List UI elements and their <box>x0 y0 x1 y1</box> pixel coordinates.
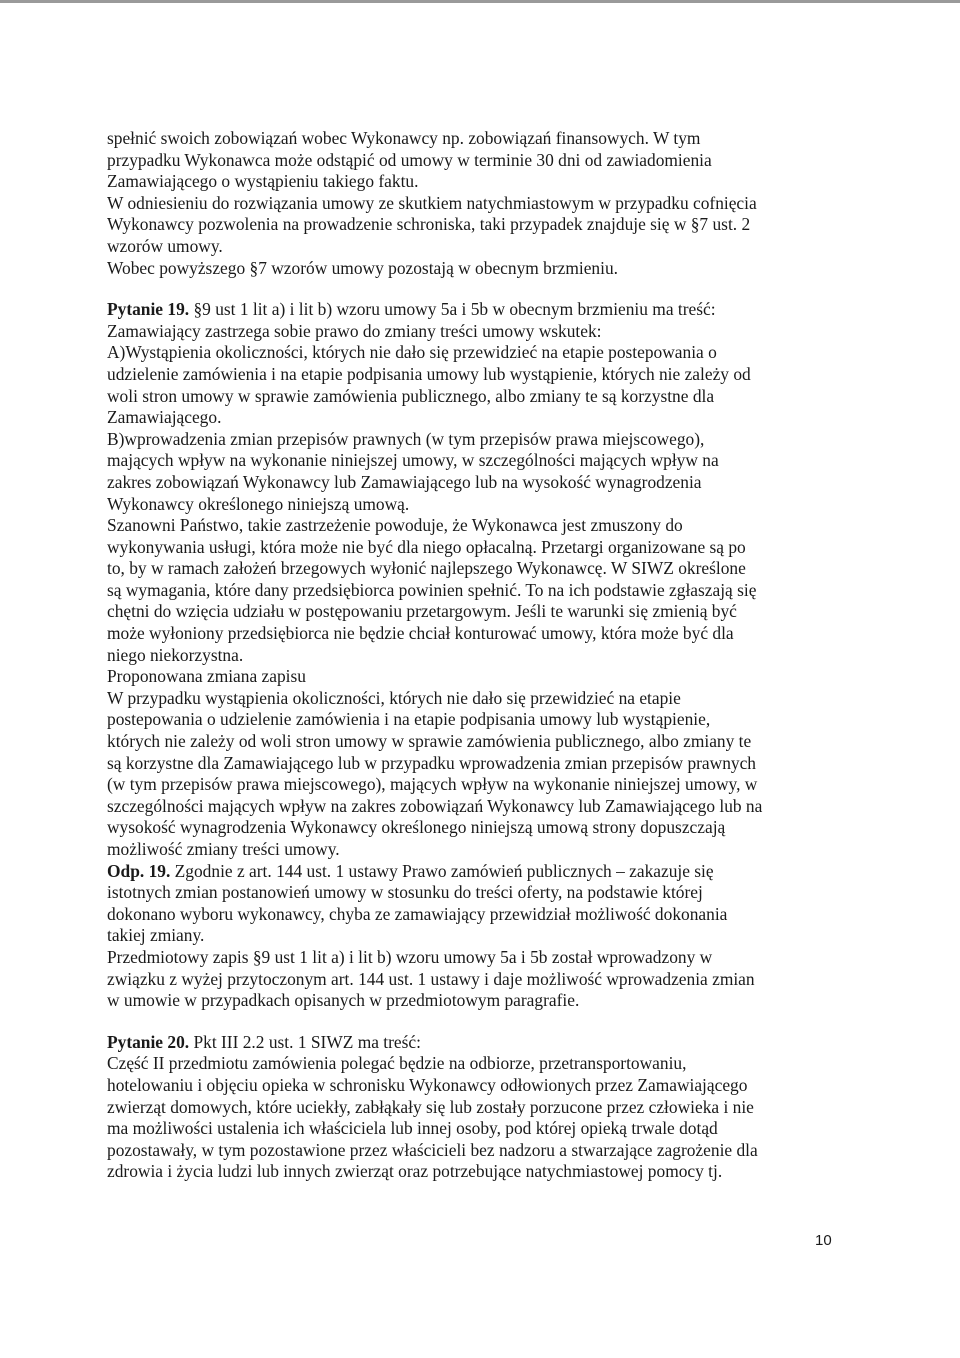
line-text: istotnych zmian postanowień umowy w stosunku do treści oferty, na podstawie której <box>107 882 703 903</box>
paragraph-gap <box>107 1012 843 1032</box>
line-text: chętni do wzięcia udziału w postępowaniu przetargowym. Jeśli te warunki się zmienią być <box>107 601 737 622</box>
line-text: których nie zależy od woli stron umowy w sprawie zamówienia publicznego, albo zmiany te <box>107 731 752 752</box>
line-text: §9 ust 1 lit a) i lit b) wzoru umowy 5a i 5b w obecnym brzmieniu ma treść: <box>189 299 716 320</box>
text-line <box>107 623 843 645</box>
line-text: przypadku Wykonawca może odstąpić od umowy w terminie 30 dni od zawiadomienia <box>107 149 712 170</box>
text-line <box>107 450 843 472</box>
text-line <box>107 753 843 775</box>
line-text: zdrowia i życia ludzi lub innych zwierząt oraz potrzebujące natychmiastowej pomocy tj. <box>107 1161 723 1182</box>
line-text: ma możliwości ustalenia ich właściciela lub innej osoby, pod której opieką trwale dotąd <box>107 1118 718 1139</box>
line-text: udzielenie zamówienia i na etapie podpisania umowy lub wystąpienie, których nie zależy od <box>107 363 751 384</box>
text-line <box>107 214 843 236</box>
text-line <box>107 258 843 280</box>
line-text: są korzystne dla Zamawiającego lub w przypadku wprowadzenia zmian przepisów prawnych <box>107 752 757 773</box>
text-line <box>107 1140 843 1162</box>
line-text: są wymagania, które dany przedsiębiorca powinien spełnić. To na ich podstawie zgłaszają się <box>107 579 757 600</box>
text-line <box>107 364 843 386</box>
line-text: Część II przedmiotu zamówienia polegać będzie na odbiorze, przetransportowaniu, <box>107 1053 687 1074</box>
text-line <box>107 515 843 537</box>
line-text: Wobec powyższego §7 wzorów umowy pozostają w obecnym brzmieniu. <box>107 257 619 278</box>
line-text: mających wpływ na wykonanie niniejszej umowy, w szczególności mających wpływ na <box>107 450 719 471</box>
text-line <box>107 666 843 688</box>
line-text: Przedmiotowy zapis §9 ust 1 lit a) i lit b) wzoru umowy 5a i 5b został wprowadzony w <box>107 946 713 967</box>
line-text: wykonywania usługi, która może nie być dla niego opłacalną. Przetargi organizowane są po <box>107 536 746 557</box>
text-line <box>107 645 843 667</box>
text-line <box>107 904 843 926</box>
line-text: Proponowana zmiana zapisu <box>107 666 306 687</box>
text-line <box>107 1161 843 1183</box>
text-line <box>107 407 843 429</box>
document-body <box>107 128 843 1183</box>
line-text: takiej zmiany. <box>107 925 205 946</box>
line-text: W przypadku wystąpienia okoliczności, których nie dało się przewidzieć na etapie <box>107 687 681 708</box>
text-line <box>107 171 843 193</box>
text-line <box>107 1097 843 1119</box>
scan-edge <box>0 0 960 3</box>
line-text: Zgodnie z art. 144 ust. 1 ustawy Prawo zamówień publicznych – zakazuje się <box>170 860 714 881</box>
line-text: możliwość zmiany treści umowy. <box>107 839 340 859</box>
line-text: zakres zobowiązań Wykonawcy lub Zamawiającego lub na wysokość wynagrodzenia <box>107 471 702 492</box>
line-text: Zamawiający zastrzega sobie prawo do zmiany treści umowy wskutek: <box>107 320 602 341</box>
text-line <box>107 386 843 408</box>
text-line <box>107 882 843 904</box>
text-line <box>107 709 843 731</box>
text-line <box>107 236 843 258</box>
line-text: dokonano wyboru wykonawcy, chyba ze zamawiający przewidział możliwość dokonania <box>107 903 728 924</box>
line-text: (w tym przepisów prawa miejscowego), mających wpływ na wykonanie niniejszej umowy, w <box>107 774 758 795</box>
page-number: 10 <box>815 1232 832 1249</box>
line-text: B)wprowadzenia zmian przepisów prawnych (w tym przepisów prawa miejscowego), <box>107 428 705 449</box>
line-text: hotelowaniu i objęciu opieka w schronisku Wykonawcy odłowionych przez Zamawiającego <box>107 1074 748 1095</box>
text-line <box>107 688 843 710</box>
paragraph-gap <box>107 279 843 299</box>
text-line <box>107 321 843 343</box>
line-text: W odniesieniu do rozwiązania umowy ze skutkiem natychmiastowym w przypadku cofnięcia <box>107 192 757 213</box>
text-line <box>107 472 843 494</box>
text-line <box>107 969 843 991</box>
text-line <box>107 150 843 172</box>
line-text: wysokość wynagrodzenia Wykonawcy określonego niniejszą umową strony dopuszczają <box>107 817 726 838</box>
line-text: Wykonawcy pozwolenia na prowadzenie schroniska, taki przypadek znajduje się w §7 ust. 2 <box>107 214 751 235</box>
line-text: Pkt III 2.2 ust. 1 SIWZ ma treść: <box>189 1031 421 1052</box>
text-line <box>107 494 843 516</box>
line-text: w umowie w przypadkach opisanych w przedmiotowym paragrafie. <box>107 990 580 1011</box>
text-line <box>107 1075 843 1097</box>
text-line <box>107 1053 843 1075</box>
text-line <box>107 796 843 818</box>
line-text: A)Wystąpienia okoliczności, których nie dało się przewidzieć na etapie postepowania o <box>107 342 717 363</box>
line-text: może wyłoniony przedsiębiorca nie będzie chciał konturować umowy, która może być dla <box>107 623 734 644</box>
line-text: pozostawały, w tym pozostawione przez właścicieli bez nadzoru a stwarzające zagrożenie dla <box>107 1139 758 1160</box>
line-text: woli stron umowy w sprawie zamówienia publicznego, albo zmiany te są korzystne dla <box>107 385 715 406</box>
text-line <box>107 193 843 215</box>
text-line <box>107 774 843 796</box>
text-line <box>107 299 843 321</box>
line-text: Szanowni Państwo, takie zastrzeżenie powoduje, że Wykonawca jest zmuszony do <box>107 515 683 536</box>
text-line <box>107 601 843 623</box>
text-line <box>107 1118 843 1140</box>
line-text: związku z wyżej przytoczonym art. 144 ust. 1 ustawy i daje możliwość wprowadzenia zmian <box>107 968 755 989</box>
line-text: wzorów umowy. <box>107 235 223 256</box>
line-text: Zamawiającego o wystąpieniu takiego faktu. <box>107 171 419 192</box>
text-line <box>107 731 843 753</box>
text-line <box>107 342 843 364</box>
line-text: to, by w ramach założeń brzegowych wyłonić najlepszego Wykonawcę. W SIWZ określone <box>107 558 746 579</box>
line-text: spełnić swoich zobowiązań wobec Wykonawcy np. zobowiązań finansowych. W tym <box>107 128 701 148</box>
line-text: Wykonawcy określonego niniejszą umową. <box>107 493 410 514</box>
line-text: niego niekorzystna. <box>107 644 244 665</box>
text-line <box>107 558 843 580</box>
question-label: Pytanie 20. <box>107 1031 190 1052</box>
text-line <box>107 580 843 602</box>
text-line <box>107 817 843 839</box>
line-text: zwierząt domowych, które uciekły, zabłąkały się lub zostały porzucone przez człowieka i nie <box>107 1096 754 1117</box>
line-text: postepowania o udzielenie zamówienia i na etapie podpisania umowy lub wystąpienie, <box>107 709 711 730</box>
question-label: Odp. 19. <box>107 860 171 881</box>
text-line <box>107 947 843 969</box>
text-line <box>107 990 843 1012</box>
line-text: Zamawiającego. <box>107 407 222 428</box>
line-text: szczególności mających wpływ na zakres zobowiązań Wykonawcy lub Zamawiającego lub na <box>107 795 763 816</box>
text-line <box>107 429 843 451</box>
text-line <box>107 1032 843 1054</box>
text-line <box>107 128 843 150</box>
question-label: Pytanie 19. <box>107 299 190 320</box>
text-line <box>107 839 843 861</box>
text-line <box>107 537 843 559</box>
text-line <box>107 861 843 883</box>
text-line <box>107 925 843 947</box>
